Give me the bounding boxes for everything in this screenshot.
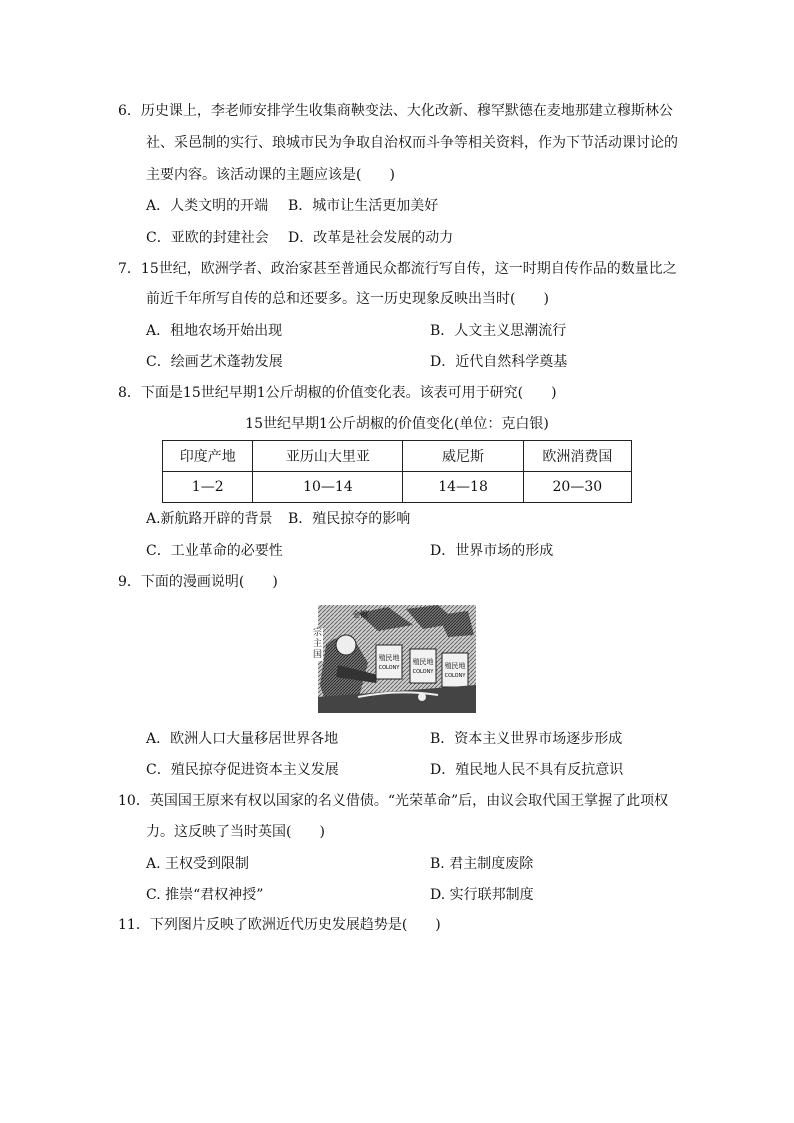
q8-table-caption: 15世纪早期1公斤胡椒的价值变化(单位：克白银) [245,416,549,432]
q7-option-c: C．绘画艺术蓬勃发展 [146,354,283,370]
cartoon-colony-en: COLONY [412,669,434,675]
q10-stem-line1: 10．英国国王原来有权以国家的名义借债。“光荣革命”后，由议会取代国王掌握了此项权 [118,793,669,809]
colonial-cartoon [318,605,476,713]
table-header-cell: 欧洲消费国 [523,441,631,472]
table-header-cell: 威尼斯 [403,441,523,472]
q7-option-b: B．人文主义思潮流行 [430,323,567,339]
q8-option-b: B．殖民掠夺的影响 [288,511,411,527]
q10-option-b: B. 君主制度废除 [430,856,534,872]
cartoon-colony-label: 殖民地 [444,662,466,670]
cartoon-colony-en: COLONY [378,665,400,671]
q10-option-c: C. 推崇“君权神授” [146,887,264,903]
q9-option-d: D．殖民地人民不具有反抗意识 [430,762,624,778]
q8-stem: 8．下面是15世纪早期1公斤胡椒的价值变化表。该表可用于研究( ) [118,385,557,401]
q10-option-a: A. 王权受到限制 [146,856,250,872]
q8-option-c: C．工业革命的必要性 [146,543,283,559]
table-row [163,472,632,503]
q7-option-a: A．租地农场开始出现 [146,323,283,339]
cartoon-mother-country-label: 宗主国 [313,628,323,660]
pepper-price-table [162,440,632,503]
table-cell: 20—30 [523,472,631,503]
q6-option-b: B．城市让生活更加美好 [288,198,439,214]
q6-option-c: C．亚欧的封建社会 [146,230,269,246]
q10-stem-line2: 力。这反映了当时英国( ) [146,824,325,840]
cartoon-illustration [318,605,476,713]
q6-option-d: D．改革是社会发展的动力 [288,230,454,246]
q8-option-a: A.新航路开辟的背景 [146,511,273,527]
table-cell: 10—14 [253,472,403,503]
q10-option-d: D. 实行联邦制度 [430,887,534,903]
q8-option-d: D．世界市场的形成 [430,543,554,559]
table-cell: 14—18 [403,472,523,503]
q6-stem-line2: 社、采邑制的实行、琅城市民为争取自治权而斗争等相关资料，作为下节活动课讨论的 [146,135,678,151]
cartoon-colony-label: 殖民地 [378,654,400,662]
q6-option-a: A．人类文明的开端 [146,198,269,214]
q7-stem-line1: 7．15世纪，欧洲学者、政治家甚至普通民众都流行写自传，这一时期自传作品的数量比之 [118,261,677,277]
cartoon-colony-label: 殖民地 [412,658,434,666]
q9-option-c: C．殖民掠夺促进资本主义发展 [146,762,339,778]
q6-stem-line3: 主要内容。该活动课的主题应该是( ) [146,167,395,183]
q9-option-a: A．欧洲人口大量移居世界各地 [146,731,339,747]
table-cell: 1—2 [163,472,253,503]
cartoon-colony-en: COLONY [444,673,466,679]
q7-option-d: D．近代自然科学奠基 [430,354,568,370]
q7-stem-line2: 前近千年所写自传的总和还要多。这一历史现象反映出当时( ) [146,291,549,307]
q6-stem-line1: 6．历史课上，李老师安排学生收集商鞅变法、大化改新、穆罕默德在麦地那建立穆斯林公 [118,103,673,119]
table-header-cell: 亚历山大里亚 [253,441,403,472]
q11-stem: 11．下列图片反映了欧洲近代历史发展趋势是( ) [118,917,441,933]
table-header-row [163,441,632,472]
cartoon-gold-label: 金银 [352,610,368,619]
q9-stem: 9．下面的漫画说明( ) [118,574,278,590]
q9-option-b: B．资本主义世界市场逐步形成 [430,731,623,747]
table-header-cell: 印度产地 [163,441,253,472]
